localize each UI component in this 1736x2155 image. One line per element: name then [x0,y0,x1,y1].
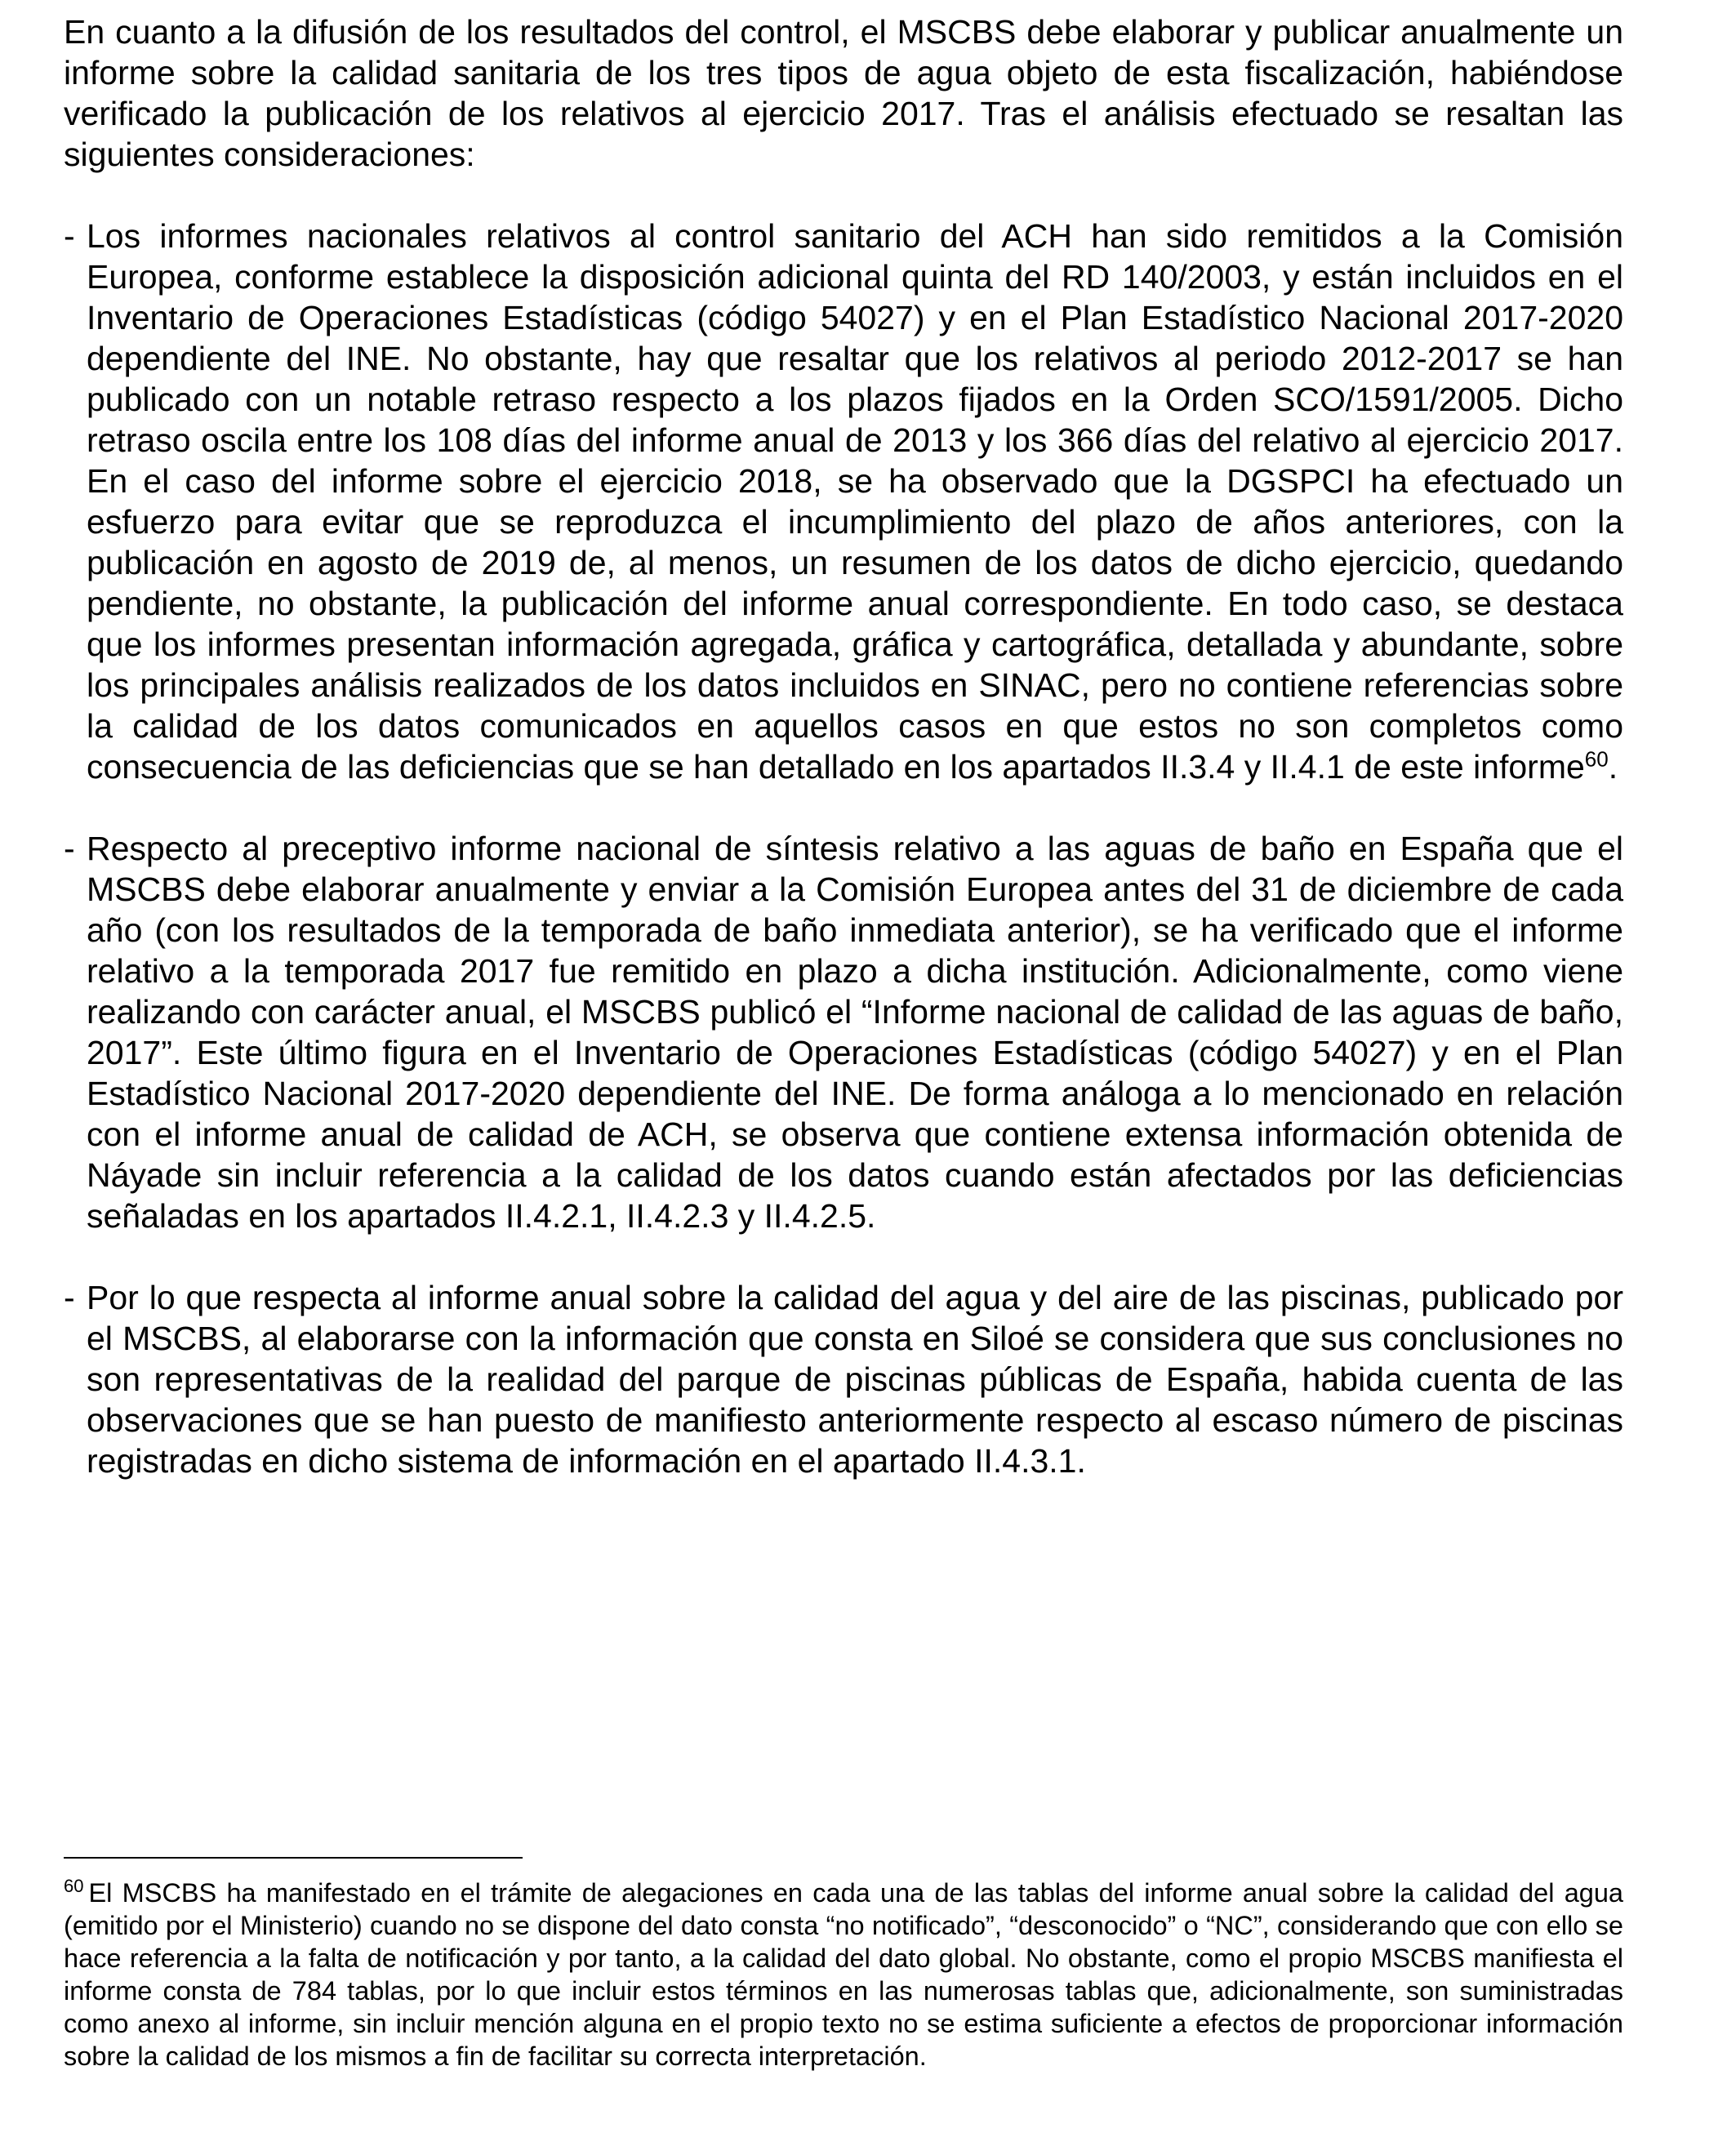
bullet-item-ach-reports [64,216,1623,787]
footnote-number: 60 [64,1876,84,1897]
bullet-marker: - [64,217,75,255]
bullet-text-tail: . [1608,748,1618,786]
bullet-text: Respecto al preceptivo informe nacional de síntesis relativo a las aguas de baño en España que el MSCBS debe elaborar anualmente y enviar a la Comisión Europea antes del 31 de diciembre de cada año (con los resultados de la temporada de baño inmediata anterior), se ha verificado que el informe relativo a la temporada 2017 fue remitido en plazo a dicha institución. Adicionalmente, como viene realizando con carácter anual, el MSCBS publicó el “Informe nacional de calidad de las aguas de baño, 2017”. Este último figura en el Inventario de Operaciones Estadísticas (código 54027) y en el Plan Estadístico Nacional 2017-2020 dependiente del INE. De forma análoga a lo mencionado en relación con el informe anual de calidad de ACH, se observa que contiene extensa información obtenida de Náyade sin incluir referencia a la calidad de los datos cuando están afectados por las deficiencias señaladas en los apartados II.4.2.1, II.4.2.3 y II.4.2.5. [87,830,1623,1235]
bullet-marker: - [64,830,75,867]
bullet-marker: - [64,1279,75,1316]
footnote-reference[interactable]: 60 [1584,746,1609,772]
intro-paragraph: En cuanto a la difusión de los resultados del control, el MSCBS debe elaborar y publicar anualmente un informe sobre la calidad sanitaria de los tres tipos de agua objeto de esta fiscalización, habiéndose verificado la publicación de los relativos al ejercicio 2017. Tras el análisis efectuado se resaltan las siguientes consideraciones: [64,13,1623,173]
bullet-text: Los informes nacionales relativos al control sanitario del ACH han sido remitidos a la Comisión Europea, conforme establece la disposición adicional quinta del RD 140/2003, y están incluidos en el Inventario de Operaciones Estadísticas (código 54027) y en el Plan Estadístico Nacional 2017-2020 dependiente del INE. No obstante, hay que resaltar que los relativos al periodo 2012-2017 se han publicado con un notable retraso respecto a los plazos fijados en la Orden SCO/1591/2005. Dicho retraso oscila entre los 108 días del informe anual de 2013 y los 366 días del relativo al ejercicio 2017. En el caso del informe sobre el ejercicio 2018, se ha observado que la DGSPCI ha efectuado un esfuerzo para evitar que se reproduzca el incumplimiento del plazo de años anteriores, con la publicación en agosto de 2019 de, al menos, un resumen de los datos de dicho ejercicio, quedando pendiente, no obstante, la publicación del informe anual correspondiente. En todo caso, se destaca que los informes presentan información agregada, gráfica y cartográfica, detallada y abundante, sobre los principales análisis realizados de los datos incluidos en SINAC, pero no contiene referencias sobre la calidad de los datos comunicados en aquellos casos en que estos no son completos como consecuencia de las deficiencias que se han detallado en los apartados II.3.4 y II.4.1 de este informe [87,217,1623,786]
footnote-60 [64,1877,1623,2073]
document-page [64,11,1623,1522]
footnote-separator [64,1857,523,1859]
footnote-text: El MSCBS ha manifestado en el trámite de alegaciones en cada una de las tablas del informe anual sobre la calidad del agua (emitido por el Ministerio) cuando no se dispone del dato consta “no notificado”, “desconocido” o “NC”, considerando que con ello se hace referencia a la falta de notificación y por tanto, a la calidad del dato global. No obstante, como el propio MSCBS manifiesta el informe consta de 784 tablas, por lo que incluir estos términos en las numerosas tablas que, adicionalmente, son suministradas como anexo al informe, sin incluir mención alguna en el propio texto no se estima suficiente a efectos de proporcionar información sobre la calidad de los mismos a fin de facilitar su correcta interpretación. [64,1878,1623,2071]
bullet-item-bathing-water [64,828,1623,1236]
bullet-text: Por lo que respecta al informe anual sobre la calidad del agua y del aire de las piscinas, publicado por el MSCBS, al elaborarse con la información que consta en Siloé se considera que sus conclusiones no son representativas de la realidad del parque de piscinas públicas de España, habida cuenta de las observaciones que se han puesto de manifiesto anteriormente respecto al escaso número de piscinas registradas en dicho sistema de información en el apartado II.4.3.1. [87,1279,1623,1480]
bullet-item-swimming-pools [64,1277,1623,1481]
